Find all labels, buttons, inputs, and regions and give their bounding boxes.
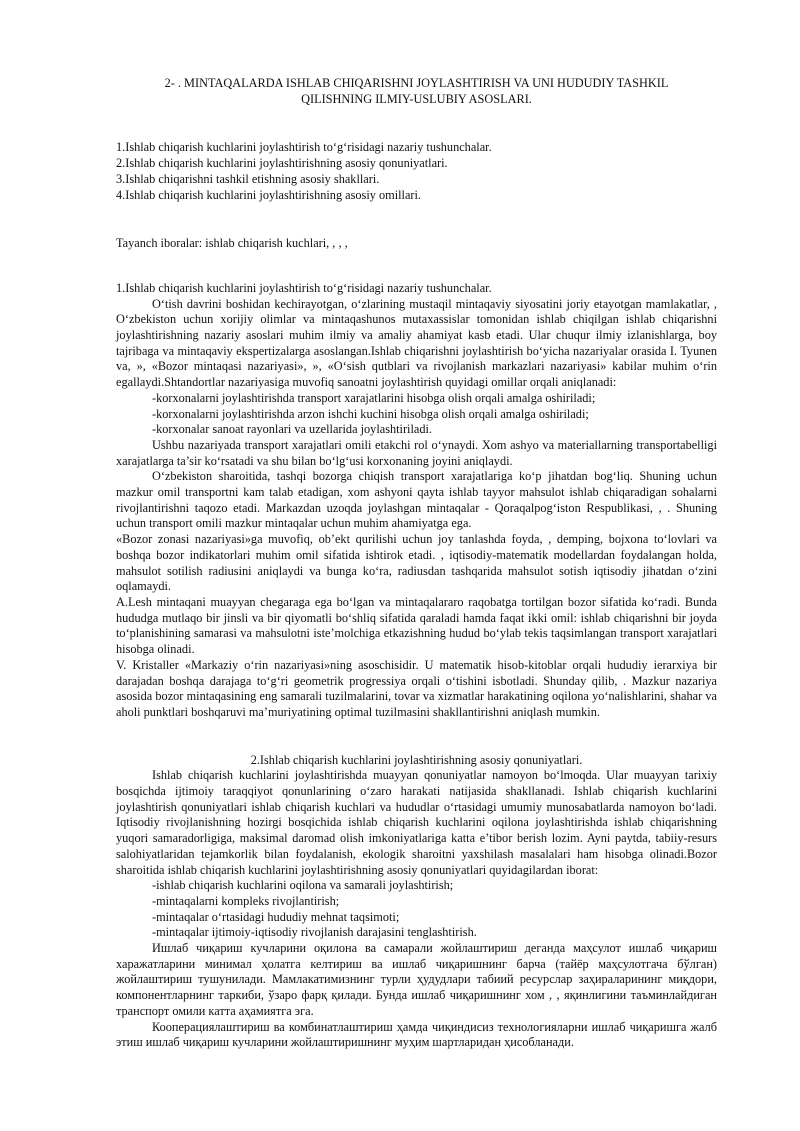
section-2 bbox=[116, 753, 717, 1051]
bullet-item: -korxonalarni joylashtirishda transport xarajatlarini hisobga olish orqali amalga oshiriladi; bbox=[152, 390, 596, 405]
paragraph: A.Lesh mintaqani muayyan chegaraga ega bo‘lgan va mintaqalararo raqobatga tortilgan bozor sifatida ko‘radi. Bunda hududga mutlaqo bir jinsli va bir qiyomatli bo‘shliq sifatida qaraladi hamda faqat ikki omil: ishlab chiqarishni bir joyda to‘planishining samarasi va mahsulotni iste’molchiga etkazishning hudud bo‘ylab tekis taqsimlangan transport xarajatlari hisobga olinadi. bbox=[116, 594, 717, 657]
section-2-heading: 2.Ishlab chiqarish kuchlarini joylashtirishning asosiy qonuniyatlari. bbox=[250, 752, 583, 767]
plan-item: 2.Ishlab chiqarish kuchlarini joylashtirishning asosiy qonuniyatlari. bbox=[116, 156, 448, 171]
paragraph: Кооперациялаштириш ва комбинатлаштириш ҳамда чиқиндисиз технологияларни ишлаб чиқаришга жалб этиш ишлаб чиқариш кучларини жойлаштиришнинг муҳим шартларидан ҳисобланади. bbox=[116, 1019, 717, 1050]
plan-item: 1.Ishlab chiqarish kuchlarini joylashtirish to‘g‘risidagi nazariy tushunchalar. bbox=[116, 140, 492, 155]
plan-item: 4.Ishlab chiqarish kuchlarini joylashtirishning asosiy omillari. bbox=[116, 187, 421, 202]
bullet-item: -korxonalarni joylashtirishda arzon ishchi kuchini hisobga olish orqali amalga oshiriladi; bbox=[152, 406, 589, 421]
bullet-item: -korxonalar sanoat rayonlari va uzellarida joylashtiriladi. bbox=[152, 422, 432, 437]
bullet-item: -mintaqalar o‘rtasidagi hududiy mehnat taqsimoti; bbox=[152, 909, 400, 924]
plan-item: 3.Ishlab chiqarishni tashkil etishning asosiy shakllari. bbox=[116, 171, 380, 186]
bullet-item: -mintaqalar ijtimoiy-iqtisodiy rivojlanish darajasini tenglashtirish. bbox=[152, 925, 477, 940]
bullet-item: -ishlab chiqarish kuchlarini oqilona va samarali joylashtirish; bbox=[152, 878, 454, 893]
keywords-line: Tayanch iboralar: ishlab chiqarish kuchlari, , , , bbox=[116, 236, 348, 251]
paragraph: Ishlab chiqarish kuchlarini joylashtirishda muayyan qonuniyatlar namoyon bo‘lmoqda. Ular muayyan tarixiy bosqichda ijtimoiy taraqqiyot qonunlarining o‘zaro harakati natijasida shakllanadi. Ishlab chiqarish kuchlarini joylashtirish qonuniyatlari ishlab chiqarish kuchlari va hududlar o‘rtasidagi umumiy munosabatlarda namoyon bo‘ladi. Iqtisodiy rivojlanishning hozirgi bosqichida ishlab chiqarish kuchlarini oqilona joylashtirishda ishlab chiqarishning yuqori samaradorligiga, maksimal daromad olish imkoniyatlariga katta e’tibor berish lozim. Ayni paytda, tabiiy-resurs salohiyatlaridan tejamkorlik bilan foydalanish, ekologik sharoitni yaxshilash masalalari ham hisobga olinadi.Bozor sharoitida ishlab chiqarish kuchlarini joylashtirishning asosiy qonuniyatlari quyidagilardan iborat: bbox=[116, 768, 717, 877]
plan-list bbox=[116, 140, 717, 203]
section-1 bbox=[116, 281, 717, 721]
title-line-1: 2- . MINTAQALARDA ISHLAB CHIQARISHNI JOYLASHTIRISH VA UNI HUDUDIY TASHKIL bbox=[164, 76, 669, 90]
paragraph: Ишлаб чиқариш кучларини оқилона ва самарали жойлаштириш деганда маҳсулот ишлаб чиқариш харажатларини минимал ҳолатга келтириш ва ишлаб чиқаришнинг барча (тайёр маҳсулотгача бўлган) жойлаштириш тушунилади. Мамлакатимизнинг турли ҳудудлари табиий ресурслар заҳираларининг миқдори, компонентларнинг таркиби, ўзаро фарқ қилади. Бунда ишлаб чиқаришнинг хом , , яқинлигини таъминлайдиган транспорт омили катта аҳамиятга эга. bbox=[116, 941, 717, 1018]
section-1-heading: 1.Ishlab chiqarish kuchlarini joylashtirish to‘g‘risidagi nazariy tushunchalar. bbox=[116, 280, 492, 295]
paragraph: «Bozor zonasi nazariyasi»ga muvofiq, ob’ekt qurilishi uchun joy tanlashda foyda, , demping, bojxona to‘lovlari va boshqa bozor indikatorlari muhim omil sifatida ishtirok etadi. , iqtisodiy-matematik modellardan foydalangan holda, mahsulot sotilish radiusini aniqlaydi va bunga ko‘ra, radiusdan tashqarida mahsulot sotish iqtisodiy jihatdan o‘zini oqlamaydi. bbox=[116, 532, 717, 594]
bullet-item: -mintaqalarni kompleks rivojlantirish; bbox=[152, 893, 340, 908]
paragraph: O‘zbekiston sharoitida, tashqi bozorga chiqish transport xarajatlariga ko‘p jihatdan bog‘liq. Shuning uchun mazkur omil transportni kam talab etadigan, xom ashyoni qayta ishlab tayyor mahsulot ishlab chiqaradigan sohalarni rivojlantirishni taqozo etadi. Markazdan uzoqda joylashgan mintaqalar - Qoraqalpog‘iston Respublikasi, , . Shuning uchun transport omili mazkur mintaqalar uchun muhim ahamiyatga ega. bbox=[116, 469, 717, 531]
paragraph: V. Kristaller «Markaziy o‘rin nazariyasi»ning asoschisidir. U matematik hisob-kitoblar orqali hududiy ierarxiya bir darajadan boshqa darajaga to‘g‘ri geometrik progressiya orqali o‘tishini isbotladi. Shunday qilib, . Mazkur nazariya asosida bozor mintaqasining eng samarali tuzilmalarini, tovar va xizmatlar harakatining oqilona yo‘nalishlarini, shahar va aholi punktlari boshqaruvi ma’muriyatining optimal tuzilmasini shakllantirishni aniqlash mumkin. bbox=[116, 657, 717, 719]
paragraph: Ushbu nazariyada transport xarajatlari omili etakchi rol o‘ynaydi. Xom ashyo va materiallarning transportabelligi xarajatlarga ta’sir ko‘rsatadi va shu bilan bo‘lg‘usi korxonaning joyini aniqlaydi. bbox=[116, 437, 717, 468]
document-title bbox=[116, 76, 717, 107]
paragraph: O‘tish davrini boshidan kechirayotgan, o‘zlarining mustaqil mintaqaviy siyosatini joriy etayotgan mamlakatlar, , O‘zbekiston uchun xorijiy olimlar va mintaqashunos mutaxassislar tomonidan ishlab chiqilgan ishlab chiqarishni joylashtirishning nazariy asoslari muhim ilmiy va amaliy ahamiyat kasb etadi. Ular chuqur ilmiy izlanishlarga, boy tajribaga va mintaqaviy ekspertizalarga asoslangan.Ishlab chiqarishni joylashtirish bo‘yicha nazariyalar orasida I. Tyunen va, », «Bozor mintaqasi nazariyasi», », «O‘sish qutblari va rivojlanish markazlari nazariyasi» kabilar muhim o‘rin egallaydi.Shtandortlar nazariyasiga muvofiq sanoatni joylashtirish quyidagi omillar orqali aniqlanadi: bbox=[116, 296, 717, 390]
title-line-2: QILISHNING ILMIY-USLUBIY ASOSLARI. bbox=[301, 91, 532, 106]
